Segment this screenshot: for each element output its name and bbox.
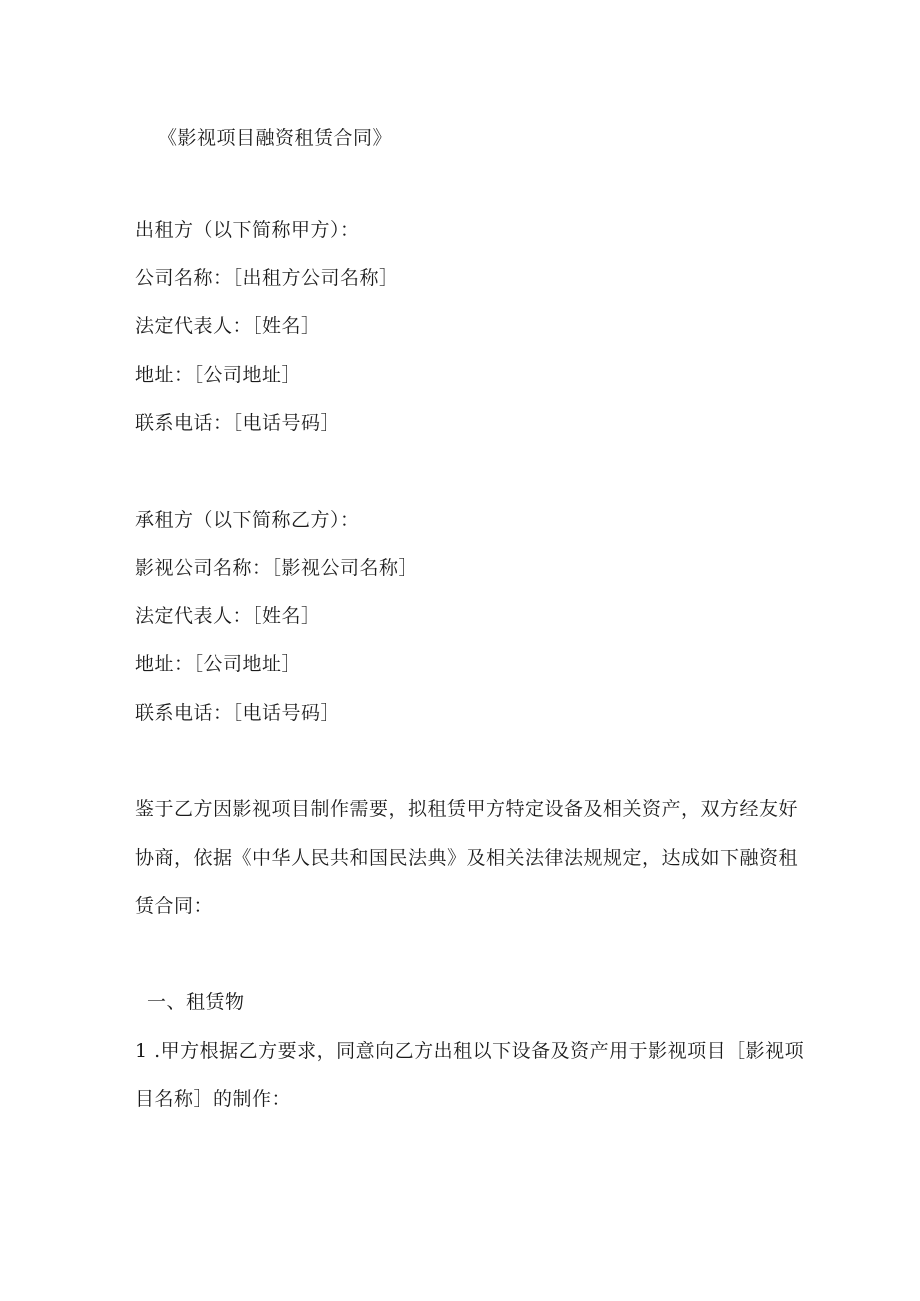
preamble-line: 鉴于乙方因影视项目制作需要，拟租赁甲方特定设备及相关资产，双方经友好 [135,798,799,820]
section-heading: 一、租赁物 [147,991,245,1013]
lessor-company: 公司名称：［出租方公司名称］ [135,267,399,289]
lessor-heading: 出租方（以下简称甲方）： [135,219,360,241]
lessee-address: 地址：［公司地址］ [135,653,302,675]
lessor-phone: 联系电话：［电话号码］ [135,412,341,434]
lessor-address: 地址：［公司地址］ [135,364,302,386]
lessee-company: 影视公司名称：［影视公司名称］ [135,557,419,579]
contract-title: 《影视项目融资租赁合同》 [158,127,393,149]
lessee-phone: 联系电话：［电话号码］ [135,702,341,724]
lessor-representative: 法定代表人：［姓名］ [135,315,321,337]
preamble-line: 赁合同： [135,895,214,917]
lessee-representative: 法定代表人：［姓名］ [135,605,321,627]
clause-line: 1 .甲方根据乙方要求，同意向乙方出租以下设备及资产用于影视项目［影视项 [135,1040,805,1062]
preamble-line: 协商，依据《中华人民共和国民法典》及相关法律法规规定，达成如下融资租 [135,847,799,869]
clause-line: 目名称］的制作： [135,1088,292,1110]
lessee-heading: 承租方（以下简称乙方）： [135,509,360,531]
